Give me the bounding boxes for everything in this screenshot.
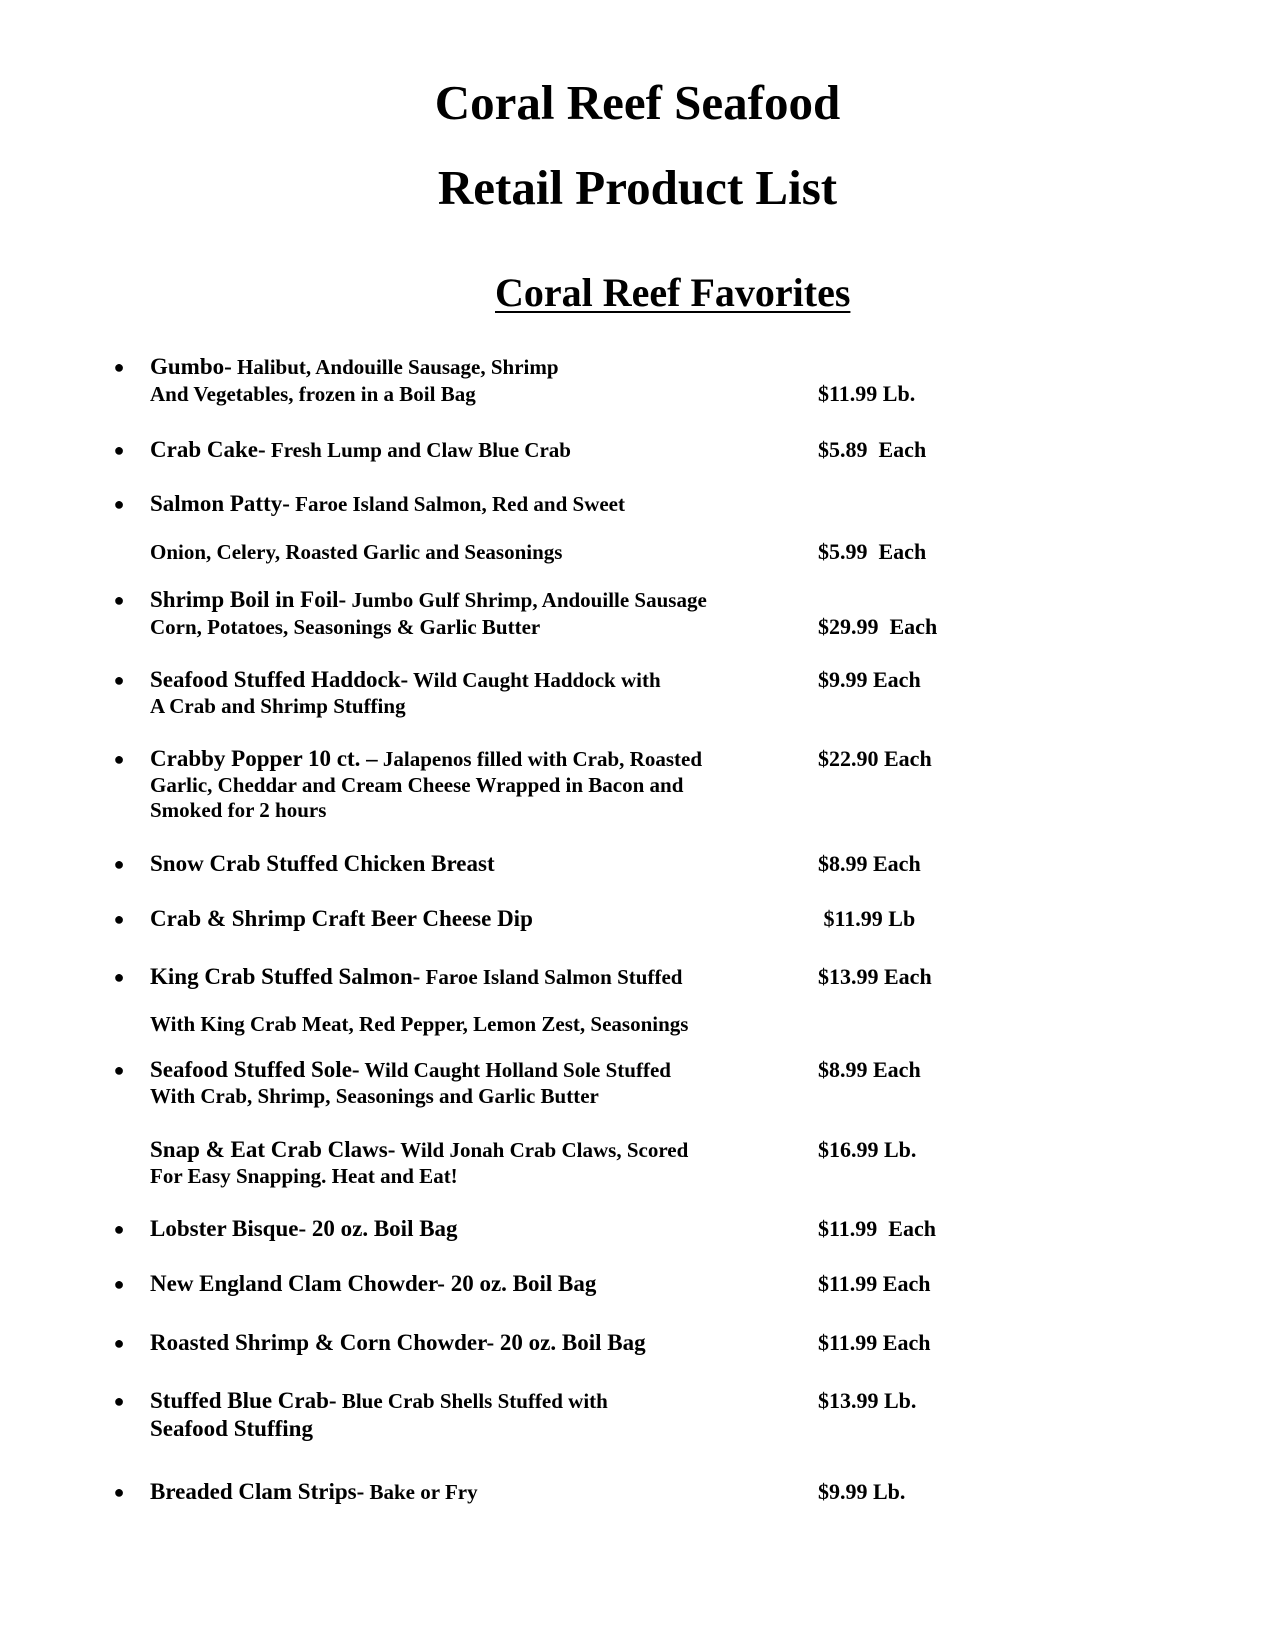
- bullet-icon: ●: [113, 749, 125, 769]
- product-description: Blue Crab Shells Stuffed with: [336, 1389, 608, 1413]
- product-description: Wild Caught Haddock with: [408, 668, 661, 692]
- product-name: Shrimp Boil in Foil-: [150, 587, 347, 612]
- bullet-icon: ●: [113, 357, 125, 377]
- product-name: Seafood Stuffed Sole-: [150, 1057, 360, 1082]
- product-description-line: A Crab and Shrimp Stuffing: [150, 694, 406, 718]
- product-description-line: Smoked for 2 hours: [150, 798, 327, 822]
- product-price: $11.99 Lb.: [818, 381, 916, 406]
- product-description: Jumbo Gulf Shrimp, Andouille Sausage: [346, 588, 707, 612]
- product-description-line: Seafood Stuffing: [150, 1416, 313, 1441]
- product-description-line: And Vegetables, frozen in a Boil Bag: [150, 382, 476, 406]
- product-price: $11.99 Each: [818, 1330, 931, 1355]
- product-price: $5.89 Each: [818, 437, 927, 462]
- bullet-icon: ●: [113, 590, 125, 610]
- product-name: Lobster Bisque- 20 oz. Boil Bag: [150, 1216, 458, 1241]
- bullet-icon: ●: [113, 1219, 125, 1239]
- bullet-icon: ●: [113, 440, 125, 460]
- bullet-icon: ●: [113, 909, 125, 929]
- bullet-icon: ●: [113, 967, 125, 987]
- product-description: Wild Jonah Crab Claws, Scored: [395, 1138, 689, 1162]
- list-title: Retail Product List: [437, 160, 838, 215]
- product-description: Faroe Island Salmon, Red and Sweet: [289, 492, 625, 516]
- bullet-icon: ●: [113, 1333, 125, 1353]
- bullet-icon: ●: [113, 1060, 125, 1080]
- product-price: $16.99 Lb.: [818, 1137, 917, 1162]
- product-description: Fresh Lump and Claw Blue Crab: [265, 438, 571, 462]
- product-description: Jalapenos filled with Crab, Roasted: [377, 747, 703, 771]
- product-description-line: With Crab, Shrimp, Seasonings and Garlic Butter: [150, 1084, 599, 1108]
- product-name: Roasted Shrimp & Corn Chowder- 20 oz. Boil Bag: [150, 1330, 646, 1355]
- product-name: Breaded Clam Strips-: [150, 1479, 365, 1504]
- product-price: $11.99 Each: [818, 1216, 936, 1241]
- product-name: King Crab Stuffed Salmon-: [150, 964, 421, 989]
- product-name: Crab Cake-: [150, 437, 266, 462]
- product-description: Faroe Island Salmon Stuffed: [420, 965, 683, 989]
- product-description: Wild Caught Holland Sole Stuffed: [359, 1058, 671, 1082]
- product-price: $13.99 Each: [818, 964, 932, 989]
- bullet-icon: ●: [113, 854, 125, 874]
- product-name: Snap & Eat Crab Claws-: [150, 1137, 396, 1162]
- product-description-line: For Easy Snapping. Heat and Eat!: [150, 1164, 458, 1188]
- bullet-icon: ●: [113, 1391, 125, 1411]
- product-price: $22.90 Each: [818, 746, 932, 771]
- product-price: $5.99 Each: [818, 539, 927, 564]
- bullet-icon: ●: [113, 494, 125, 514]
- product-name: Salmon Patty-: [150, 491, 290, 516]
- product-description-line: With King Crab Meat, Red Pepper, Lemon Zest, Seasonings: [150, 1012, 689, 1036]
- product-name: New England Clam Chowder- 20 oz. Boil Bag: [150, 1271, 597, 1296]
- product-price: $9.99 Each: [818, 667, 921, 692]
- product-price: $9.99 Lb.: [818, 1479, 906, 1504]
- product-price: $13.99 Lb.: [818, 1388, 917, 1413]
- product-description-line: Corn, Potatoes, Seasonings & Garlic Butter: [150, 615, 541, 639]
- product-price: $29.99 Each: [818, 614, 938, 639]
- company-name: Coral Reef Seafood: [434, 75, 841, 130]
- product-name: Crabby Popper 10 ct. –: [150, 746, 378, 771]
- bullet-icon: ●: [113, 1274, 125, 1294]
- product-price: $8.99 Each: [818, 1057, 921, 1082]
- bullet-icon: ●: [113, 1482, 125, 1502]
- product-name: Gumbo-: [150, 354, 232, 379]
- bullet-icon: ●: [113, 670, 125, 690]
- section-heading: Coral Reef Favorites: [495, 270, 851, 315]
- product-description: Bake or Fry: [364, 1480, 478, 1504]
- product-name: Crab & Shrimp Craft Beer Cheese Dip: [150, 906, 533, 931]
- product-name: Snow Crab Stuffed Chicken Breast: [150, 851, 495, 876]
- product-description: Halibut, Andouille Sausage, Shrimp: [231, 355, 559, 379]
- product-name: Stuffed Blue Crab-: [150, 1388, 337, 1413]
- product-price: $11.99 Each: [818, 1271, 931, 1296]
- product-name: Seafood Stuffed Haddock-: [150, 667, 409, 692]
- product-description-line: Onion, Celery, Roasted Garlic and Seasonings: [150, 540, 563, 564]
- product-description-line: Garlic, Cheddar and Cream Cheese Wrapped in Bacon and: [150, 773, 684, 797]
- product-price: $11.99 Lb: [818, 906, 916, 931]
- product-price: $8.99 Each: [818, 851, 921, 876]
